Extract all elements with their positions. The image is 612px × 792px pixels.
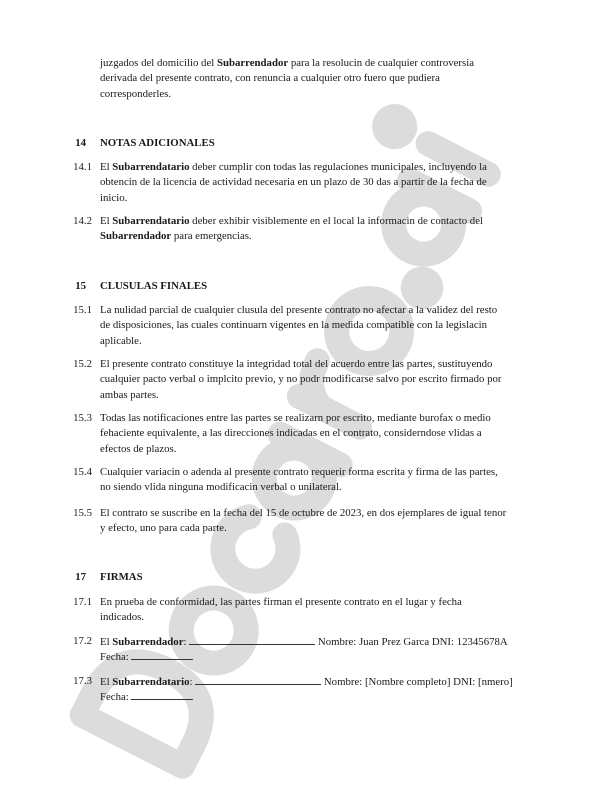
clause-text	[100, 506, 570, 537]
text-line	[100, 136, 570, 151]
text-line	[100, 689, 570, 704]
text-run: cualquier pacto verbal o implcito previo, y no podr modificarse salvo por escrito firmado por	[100, 373, 502, 386]
text-line	[100, 229, 570, 244]
clause-text	[100, 56, 570, 102]
text-line	[100, 480, 570, 495]
text-line	[100, 411, 570, 426]
text-line	[100, 160, 570, 175]
text-line	[100, 506, 570, 521]
text-line	[100, 334, 570, 349]
clause-text	[100, 160, 570, 206]
clause-number: 15.5	[73, 507, 92, 519]
clause-text	[100, 214, 570, 245]
text-line	[100, 465, 570, 480]
clause-number: 17.2	[73, 635, 92, 647]
signature-blank	[195, 674, 321, 685]
text-run: y efecto, uno para cada parte.	[100, 522, 227, 535]
text-run: obtencin de la licencia de actividad necesaria en un plazo de 30 das a partir de la fecha de	[100, 176, 487, 189]
bold-term: NOTAS ADICIONALES	[100, 137, 215, 149]
text-run: Nombre: Juan Prez Garca DNI: 12345678A	[315, 636, 508, 648]
section-title	[100, 279, 570, 294]
text-line	[100, 71, 570, 86]
clause-text	[100, 595, 570, 626]
text-run: corresponderles.	[100, 87, 172, 100]
text-line	[100, 175, 570, 190]
clause-text	[100, 357, 570, 403]
text-line	[100, 570, 570, 585]
text-line	[100, 303, 570, 318]
clause-number: 15.3	[73, 412, 92, 424]
text-run: fehaciente equivalente, a las direcciones indicadas en el contrato, considerndose vlidas a	[100, 427, 482, 440]
text-run: El presente contrato constituye la integridad total del acuerdo entre las partes, sustituyendo	[100, 358, 493, 370]
clause-number: 15.1	[73, 304, 92, 316]
clause-number: 17.3	[73, 675, 92, 687]
text-run: :	[183, 636, 190, 648]
text-run: efectos de plazos.	[100, 442, 177, 455]
section-number: 14	[75, 137, 86, 149]
text-run: deber exhibir visiblemente en el local la informacin de contacto del	[189, 215, 483, 227]
text-line	[100, 610, 570, 625]
text-run: para emergencias.	[171, 230, 252, 243]
clause-number: 14.2	[73, 215, 92, 227]
clause-number: 17.1	[73, 596, 92, 608]
signature-blank	[189, 634, 315, 645]
section-title	[100, 136, 570, 151]
text-line	[100, 318, 570, 333]
text-run: de disposiciones, las cuales continuarn vigentes en la medida compatible con la legislacin	[100, 319, 488, 332]
clause-number: 15.2	[73, 358, 92, 370]
text-run: aplicable.	[100, 334, 142, 347]
section-title	[100, 570, 570, 585]
text-run: no siendo vlida ninguna modificacin verbal o unilateral.	[100, 481, 342, 494]
text-run: juzgados del domicilio del	[100, 57, 217, 69]
text-run: inicio.	[100, 191, 128, 204]
clause-text	[100, 674, 570, 705]
text-line	[100, 426, 570, 441]
text-run: Cualquier variacin o adenda al presente contrato requerir forma escrita y firma de las partes,	[100, 466, 498, 478]
date-blank	[131, 649, 193, 660]
text-line	[100, 357, 570, 372]
text-run: para la resolucin de cualquier controversia	[288, 57, 475, 69]
text-line	[100, 214, 570, 229]
bold-term: Subarrendatario	[112, 161, 190, 173]
date-blank	[131, 689, 193, 700]
text-run: deber cumplir con todas las regulaciones municipales, incluyendo la	[189, 161, 487, 173]
text-run: Fecha:	[100, 651, 132, 664]
clause-number: 15.4	[73, 466, 92, 478]
clause-text	[100, 303, 570, 349]
text-line	[100, 649, 570, 664]
text-line	[100, 87, 570, 102]
text-line	[100, 279, 570, 294]
text-run: Nombre: [Nombre completo] DNI: [nmero]	[321, 676, 513, 688]
text-run: El	[100, 215, 113, 227]
bold-term: Subarrendador	[216, 57, 289, 69]
text-run: El	[100, 676, 113, 688]
text-run: indicados.	[100, 611, 145, 624]
text-line	[100, 388, 570, 403]
bold-term: FIRMAS	[100, 571, 143, 583]
text-line	[100, 674, 570, 689]
text-run: El contrato se suscribe en la fecha del 15 de octubre de 2023, en dos ejemplares de igual tenor	[100, 507, 507, 519]
clause-number: 14.1	[73, 161, 92, 173]
text-line	[100, 634, 570, 649]
bold-term: Subarrendatario	[112, 676, 190, 688]
text-line	[100, 191, 570, 206]
bold-term: Subarrendador	[100, 230, 172, 243]
bold-term: CLUSULAS FINALES	[100, 280, 208, 292]
text-run: Todas las notificaciones entre las partes se realizarn por escrito, mediante burofax o medio	[100, 412, 491, 424]
bold-term: Subarrendatario	[112, 215, 190, 227]
text-line	[100, 442, 570, 457]
text-run: La nulidad parcial de cualquier clusula del presente contrato no afectar a la validez del resto	[100, 304, 498, 316]
clause-text	[100, 465, 570, 496]
text-run: Fecha:	[100, 691, 132, 704]
text-run: ambas partes.	[100, 388, 159, 401]
text-line	[100, 56, 570, 71]
bold-term: Subarrendador	[112, 636, 184, 648]
text-run: :	[189, 676, 196, 688]
text-line	[100, 372, 570, 387]
text-line	[100, 521, 570, 536]
text-line	[100, 595, 570, 610]
text-run: derivada del presente contrato, con renuncia a cualquier otro fuero que pudiera	[100, 72, 440, 85]
text-run: En prueba de conformidad, las partes firman el presente contrato en el lugar y fecha	[100, 596, 462, 608]
section-number: 15	[75, 280, 86, 292]
text-run: El	[100, 161, 113, 173]
clause-text	[100, 411, 570, 457]
text-run: El	[100, 636, 113, 648]
section-number: 17	[75, 571, 86, 583]
clause-text	[100, 634, 570, 665]
